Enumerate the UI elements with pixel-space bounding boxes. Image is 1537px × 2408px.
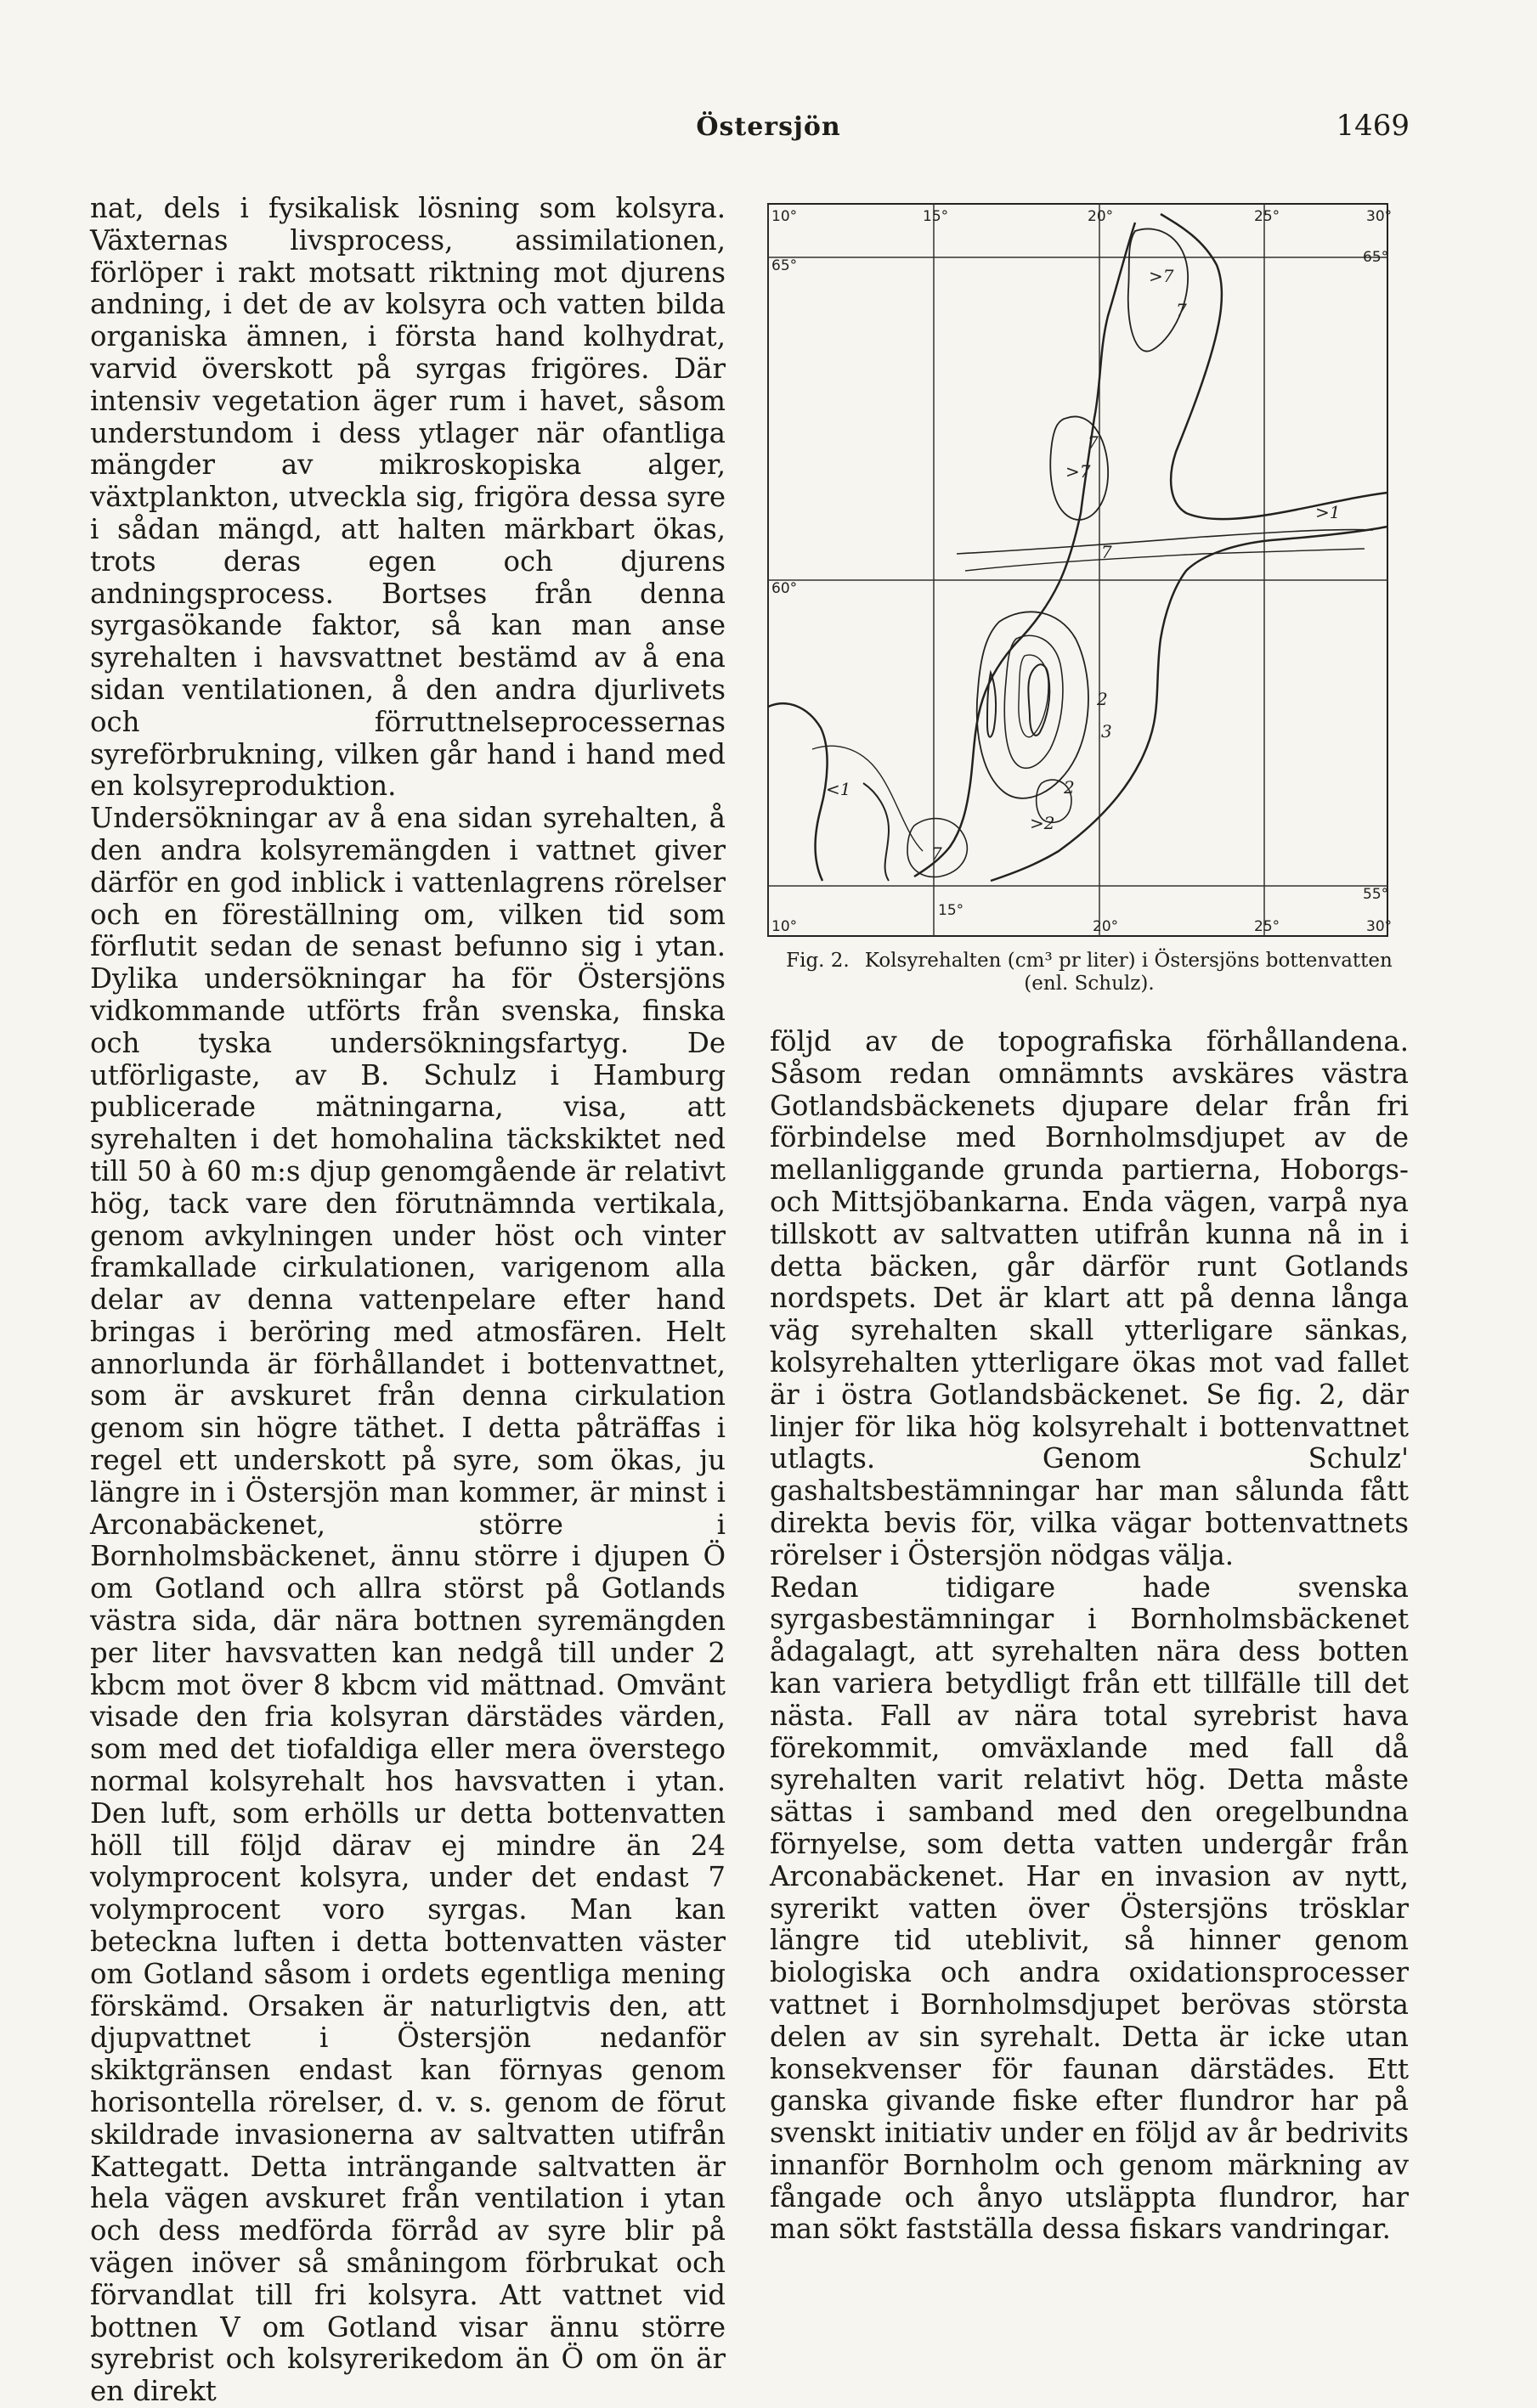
contour-label: 2 [1097,689,1108,709]
contour-label: >7 [1149,266,1174,286]
lon-label-bottom: 30° [1366,918,1393,935]
figure-number: Fig. 2. [786,950,850,972]
page-number: 1469 [1336,109,1410,143]
paragraph: Redan tidigare hade svenska syrgasbestämningar i Bornholmsbäckenet ådagalagt, att syrehalten nära dess botten kan variera betydligt från ett tillfälle till det nästa. Fall av nära total syrebrist hava förekommit, omväxlande med fall då syrehalten varit relativt hög. Detta måste sättas i samband med den oregelbundna förnyelse, som detta vatten undergår från Arconabäckenet. Har en invasion av nytt, syrerikt vatten över Östersjöns trösklar längre tid uteblivit, så hinner genom biologiska och andra oxidationsprocesser vattnet i Bornholmsdjupet berövas största delen av sin syrehalt. Detta är icke utan konsekvenser för faunan därstädes. Ett ganska givande fiske efter flundror har på svenskt initiativ under en följd av år bedrivits innanför Bornholm och genom märkning av fångade och ånyo utsläppta flundror, har man sökt fastställa dessa fiskars vandringar. [770,1571,1409,2246]
contour-label: 7 [1088,432,1099,453]
lat-label: 65° [771,257,798,274]
lat-label: 60° [771,580,798,597]
lat-label: 65° [1363,249,1389,266]
lon-label-bottom: 20° [1093,918,1119,935]
contour-label: 7 [931,843,942,864]
contour-label: <1 [826,779,851,799]
baltic-sea-contour-map [761,197,1394,943]
running-header-title: Östersjön [696,112,841,142]
contour-label: 3 [1101,721,1112,742]
lon-label-top: 30° [1366,208,1393,225]
figure-caption [770,950,1409,995]
figure-caption-text: Kolsyrehalten (cm³ pr liter) i Östersjöns bottenvatten (enl. Schulz). [864,950,1393,995]
lon-label-bottom: 15° [938,902,964,919]
contour-label: >1 [1315,502,1341,522]
lon-label-top: 20° [1088,208,1114,225]
lon-label-bottom: 10° [771,918,798,935]
contour-label: 7 [1176,300,1187,320]
contour-label: >7 [1065,461,1091,482]
contour-label: >2 [1030,813,1055,833]
paragraph: Undersökningar av å ena sidan syrehalten, å den andra kolsyremängden i vattnet giver därför en god inblick i vattenlagrens rörelser och en föreställning om, vilken tid som förflutit sedan de senast befunno sig i ytan. Dylika undersökningar ha för Östersjöns vidkommande utförts från svenska, finska och tyska undersökningsfartyg. De utförligaste, av B. Schulz i Hamburg publicerade mätningarna, visa, att syrehalten i det homohalina täckskiktet ned till 50 à 60 m:s djup genomgående är relativt hög, tack vare den förutnämnda vertikala, genom avkylningen under höst och vinter framkallade cirkulationen, varigenom alla delar av denna vattenpelare efter hand bringas i beröring med atmosfären. Helt annorlunda är förhållandet i bottenvattnet, som är avskuret från denna cirkulation genom sin högre täthet. I detta påträffas i regel ett underskott på syre, som ökas, ju längre in i Östersjön man kommer, är minst i Arconabäckenet, större i Bornholmsbäckenet, ännu större i djupen Ö om Gotland och allra störst på Gotlands västra sida, där nära bottnen syremängden per liter havsvatten kan nedgå till under 2 kbcm mot över 8 kbcm vid mättnad. Omvänt visade den fria kolsyran därstädes värden, som med det tiofaldiga eller mera överstego normal kolsyrehalt hos havsvatten i ytan. Den luft, som erhölls ur detta bottenvatten höll till följd därav ej mindre än 24 volymprocent kolsyra, under det endast 7 volymprocent voro syrgas. Man kan beteckna luften i detta bottenvatten väster om Gotland såsom i ordets egentliga mening förskämd. Orsaken är naturligtvis den, att djupvattnet i Östersjön nedanför skiktgränsen endast kan förnyas genom horisontella rörelser, d. v. s. genom de förut skildrade invasionerna av saltvatten utifrån Kattegatt. Detta inträngande saltvatten är hela vägen avskuret från ventilation i ytan och dess medförda förråd av syre blir på vägen inöver så småningom förbrukat och förvandlat till fri kolsyra. Att vattnet vid bottnen V om Gotland visar ännu större syrebrist och kolsyrerikedom än Ö om ön är en direkt [90,802,726,2408]
paragraph: nat, dels i fysikalisk lösning som kolsyra. Växternas livsprocess, assimilationen, förlöper i rakt motsatt riktning mot djurens andning, i det de av kolsyra och vatten bilda organiska ämnen, i första hand kolhydrat, varvid överskott på syrgas frigöres. Där intensiv vegetation äger rum i havet, såsom understundom i dess ytlager när ofantliga mängder av mikroskopiska alger, växtplankton, utveckla sig, frigöra dessa syre i sådan mängd, att halten märkbart ökas, trots deras egen och djurens andningsprocess. Bortses från denna syrgasökande faktor, så kan man anse syrehalten i havsvattnet bestämd av å ena sidan ventilationen, å den andra djurlivets och förruttnelseprocessernas syreförbrukning, vilken går hand i hand med en kolsyreproduktion. [90,192,726,803]
left-text-column [90,193,726,2408]
lon-label-top: 25° [1254,208,1280,225]
paragraph: följd av de topografiska förhållandena. Såsom redan omnämnts avskäres västra Gotlandsbäckenets djupare delar från fri förbindelse med Bornholmsdjupet av de mellanliggande grunda partierna, Hoborgs- och Mittsjöbankarna. Enda vägen, varpå nya tillskott av saltvatten utifrån kunna nå in i detta bäcken, går därför runt Gotlands nordspets. Det är klart att på denna långa väg syrehalten skall ytterligare sänkas, kolsyrehalten ytterligare ökas mot vad fallet är i östra Gotlandsbäckenet. Se fig. 2, där linjer för lika hög kolsyrehalt i bottenvattnet utlagts. Genom Schulz' gashaltsbestämningar har man sålunda fått direkta bevis för, vilka vägar bottenvattnets rörelser i Östersjön nödgas välja. [770,1025,1409,1571]
lat-label: 55° [1363,886,1389,903]
right-text-column [770,1026,1409,2246]
lon-label-top: 10° [771,208,798,225]
lon-label-bottom: 25° [1254,918,1280,935]
contour-label: 2 [1064,777,1075,798]
lon-label-top: 15° [923,208,949,225]
contour-label: 7 [1101,542,1112,562]
